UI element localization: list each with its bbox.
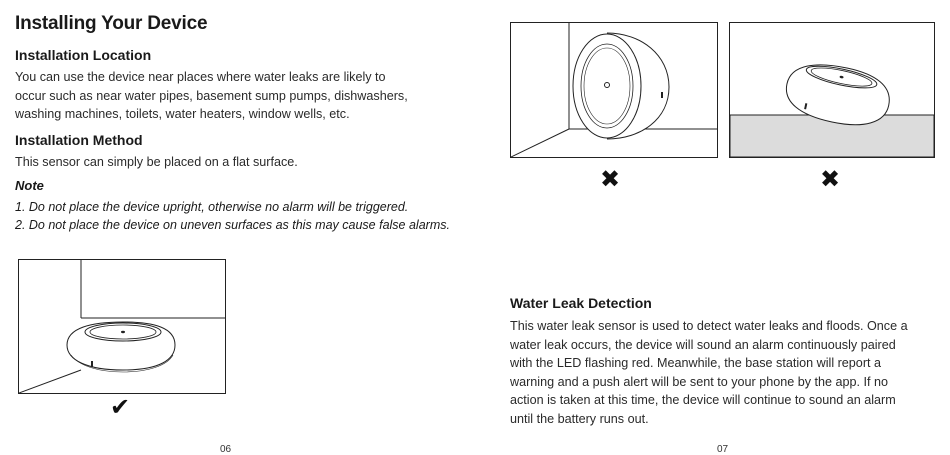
device-flat-figure bbox=[18, 259, 226, 394]
installation-method-text: This sensor can simply be placed on a flat surface. bbox=[15, 155, 298, 169]
device-uneven-illustration bbox=[730, 23, 934, 157]
leak-line: water leak occurs, the device will sound an alarm continuously paired bbox=[510, 337, 896, 352]
location-line: washing machines, toilets, water heaters, window wells, etc. bbox=[15, 107, 350, 122]
leak-line: This water leak sensor is used to detect water leaks and floods. Once a bbox=[510, 319, 908, 333]
wrong-x-icon: ✖ bbox=[600, 166, 621, 193]
leak-line: until the battery runs out. bbox=[510, 411, 649, 426]
location-line: occur such as near water pipes, basement sump pumps, dishwashers, bbox=[15, 88, 408, 103]
device-upright-figure bbox=[510, 22, 718, 158]
water-leak-text bbox=[510, 317, 908, 429]
installation-method-heading: Installation Method bbox=[15, 132, 143, 148]
page-number-right: 07 bbox=[717, 444, 729, 455]
leak-line: with the LED flashing red. Meanwhile, the base station will report a bbox=[510, 356, 882, 371]
installation-location-text bbox=[15, 68, 408, 124]
device-uneven-figure bbox=[729, 22, 935, 158]
device-flat-illustration bbox=[19, 260, 225, 393]
note-item: 1. Do not place the device upright, otherwise no alarm will be triggered. bbox=[15, 200, 409, 214]
location-line: You can use the device near places where water leaks are likely to bbox=[15, 70, 386, 84]
wrong-x-icon: ✖ bbox=[820, 166, 841, 193]
installation-location-heading: Installation Location bbox=[15, 47, 152, 63]
note-item: 2. Do not place the device on uneven surfaces as this may cause false alarms. bbox=[15, 218, 450, 232]
leak-line: action is taken at this time, the device will continue to sound an alarm bbox=[510, 393, 896, 408]
device-upright-illustration bbox=[511, 23, 717, 157]
page-number-left: 06 bbox=[220, 444, 232, 455]
water-leak-heading: Water Leak Detection bbox=[510, 295, 652, 311]
correct-check-icon: ✔ bbox=[110, 394, 131, 421]
page-title: Installing Your Device bbox=[15, 13, 208, 34]
note-list bbox=[15, 198, 450, 234]
leak-line: warning and a push alert will be sent to your phone by the app. If no bbox=[510, 374, 889, 389]
note-heading: Note bbox=[15, 178, 44, 193]
